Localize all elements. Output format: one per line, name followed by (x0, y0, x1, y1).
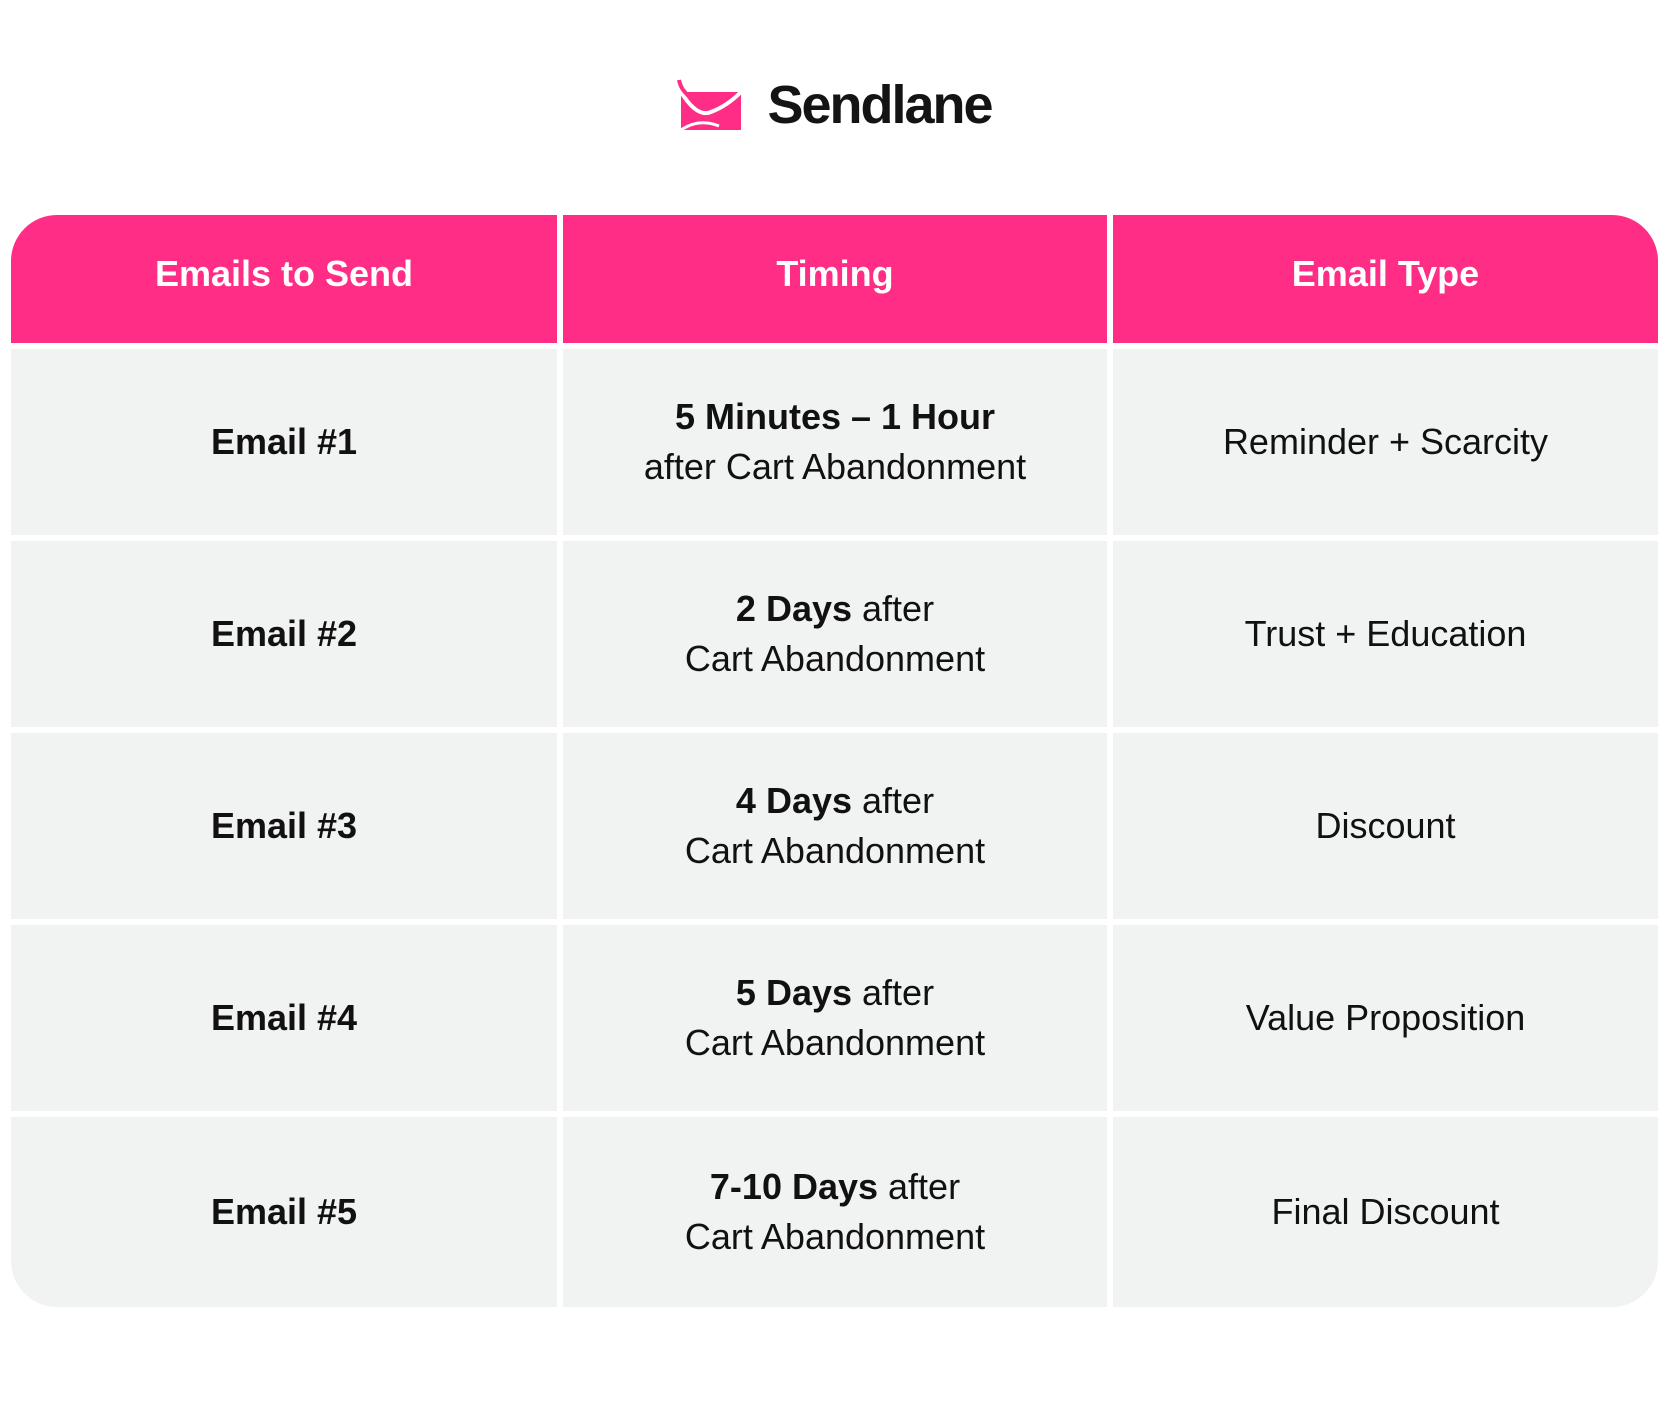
header-email-type: Email Type (1113, 215, 1658, 343)
table-row (11, 925, 1658, 1111)
timing-cell (563, 925, 1107, 1111)
timing-line2: after Cart Abandonment (643, 446, 1027, 487)
header-timing: Timing (563, 215, 1107, 343)
email-number-cell: Email #2 (11, 541, 557, 727)
timing-suffix: after (852, 972, 935, 1013)
timing-suffix: after (852, 588, 935, 629)
timing-text (685, 968, 985, 1068)
timing-text (644, 392, 1026, 492)
timing-line2: Cart Abandonment (684, 830, 986, 871)
email-number-cell: Email #3 (11, 733, 557, 919)
email-number-cell: Email #1 (11, 349, 557, 535)
timing-text (685, 1162, 985, 1262)
table-row (11, 541, 1658, 727)
timing-cell (563, 541, 1107, 727)
email-type-cell: Trust + Education (1113, 541, 1658, 727)
brand-logo-group (675, 74, 991, 136)
timing-text (685, 584, 985, 684)
timing-cell (563, 1117, 1107, 1307)
envelope-icon (675, 74, 747, 136)
email-number-cell: Email #4 (11, 925, 557, 1111)
header-emails-to-send: Emails to Send (11, 215, 557, 343)
email-sequence-table (11, 215, 1658, 1307)
timing-line2: Cart Abandonment (684, 1216, 986, 1257)
email-type-cell: Reminder + Scarcity (1113, 349, 1658, 535)
timing-line2: Cart Abandonment (684, 638, 986, 679)
timing-cell (563, 733, 1107, 919)
timing-suffix: after (878, 1166, 961, 1207)
email-type-cell: Final Discount (1113, 1117, 1658, 1307)
timing-text (685, 776, 985, 876)
timing-cell (563, 349, 1107, 535)
brand-logo (0, 74, 1667, 136)
table-row (11, 733, 1658, 919)
timing-bold: 5 Days (735, 972, 853, 1013)
timing-line2: Cart Abandonment (684, 1022, 986, 1063)
timing-bold: 2 Days (735, 588, 853, 629)
timing-bold: 4 Days (735, 780, 853, 821)
email-type-cell: Discount (1113, 733, 1658, 919)
email-type-cell: Value Proposition (1113, 925, 1658, 1111)
brand-name: Sendlane (767, 75, 992, 135)
timing-bold: 5 Minutes – 1 Hour (674, 396, 996, 437)
timing-bold: 7-10 Days (709, 1166, 879, 1207)
table-row (11, 1117, 1658, 1307)
table-header-row (11, 215, 1658, 343)
email-number-cell: Email #5 (11, 1117, 557, 1307)
timing-suffix: after (852, 780, 935, 821)
table-row (11, 349, 1658, 535)
